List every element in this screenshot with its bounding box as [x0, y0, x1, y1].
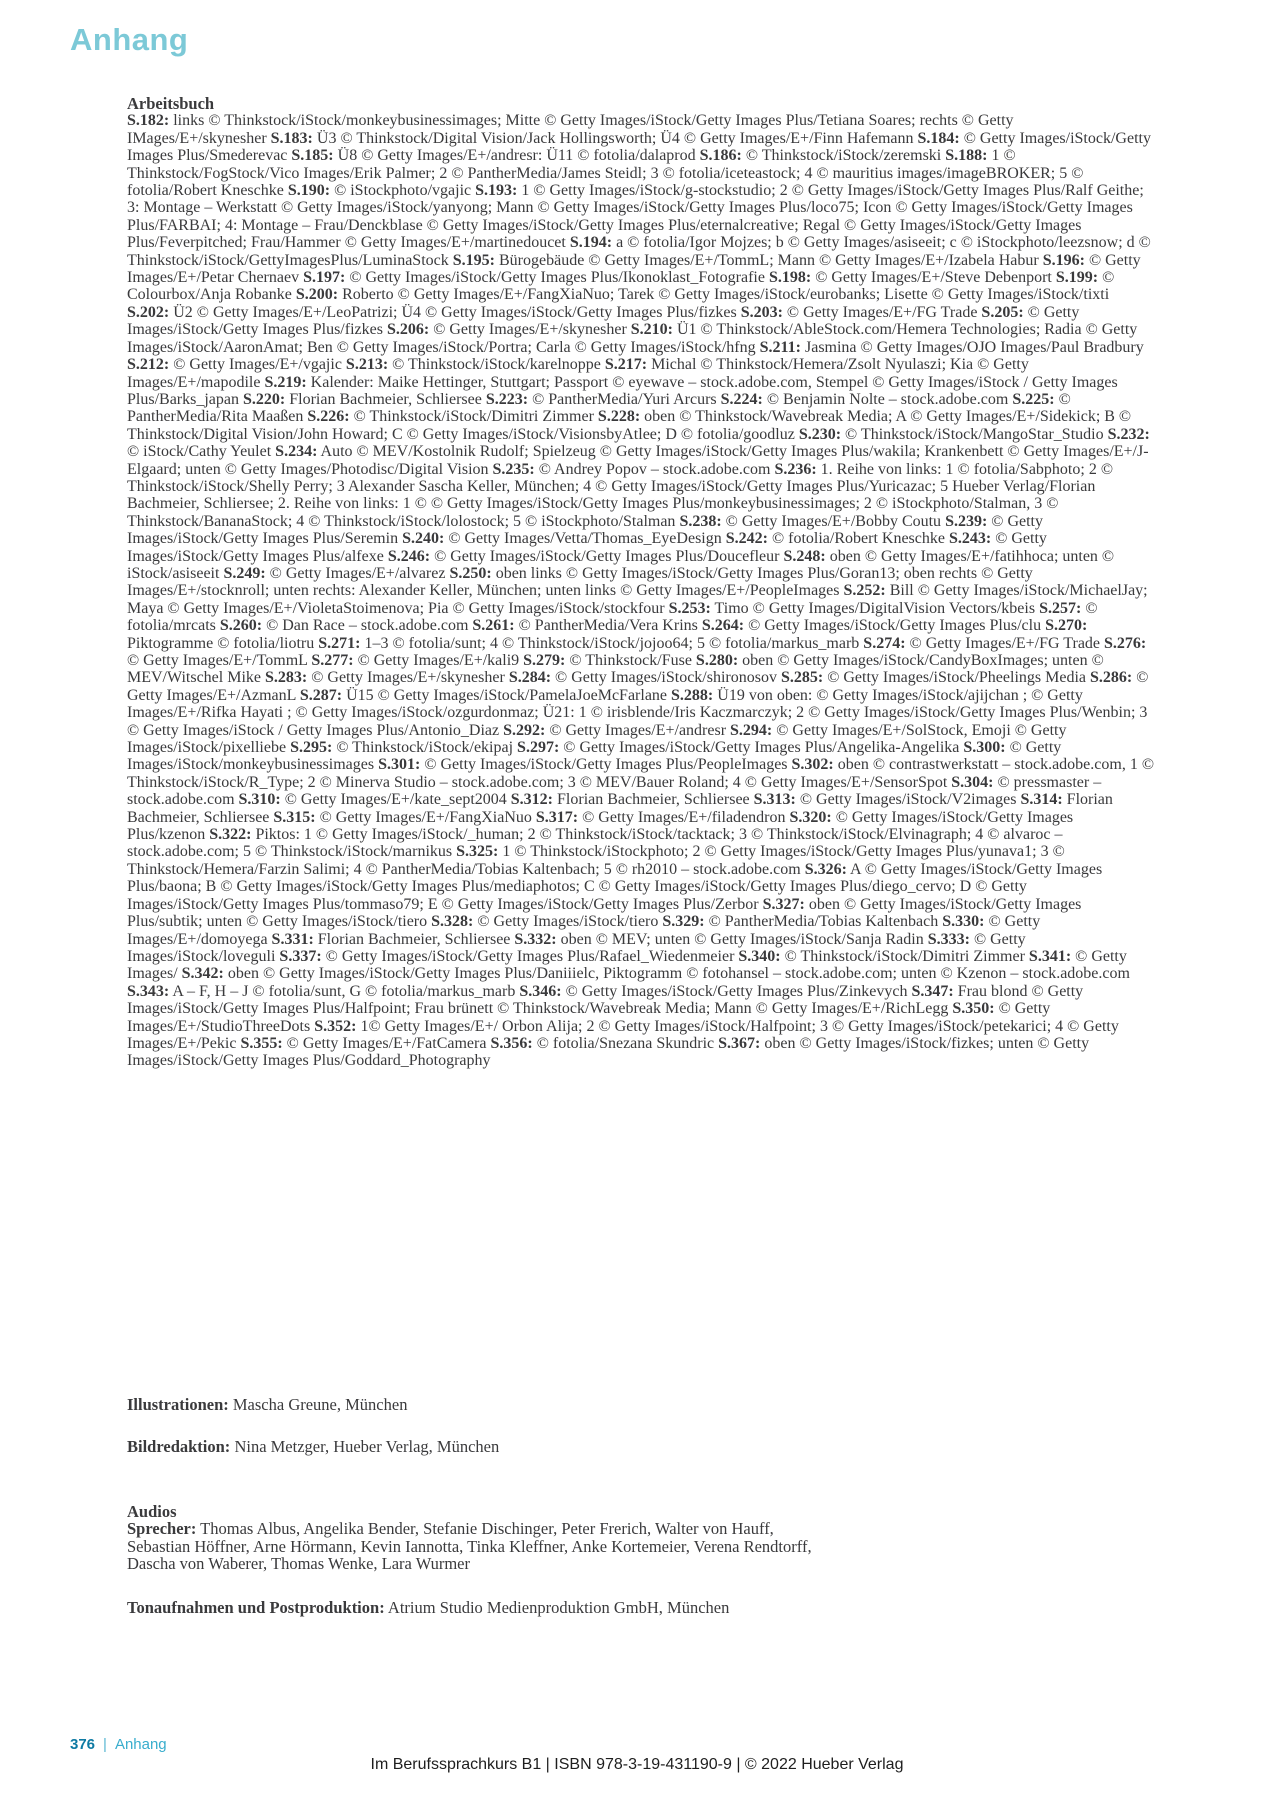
- arbeitsbuch-heading: Arbeitsbuch: [127, 94, 215, 113]
- footer-page-number: 376: [70, 1736, 96, 1753]
- bildredaktion-text: Nina Metzger, Hueber Verlag, München: [230, 1437, 500, 1457]
- tonaufnahmen-label: Tonaufnahmen und Postproduktion:: [127, 1598, 385, 1618]
- credits-section: [127, 95, 1155, 1070]
- bildredaktion-label: Bildredaktion:: [127, 1437, 231, 1457]
- sprecher-label: Sprecher:: [127, 1519, 197, 1539]
- bildredaktion-line: [127, 1438, 1155, 1455]
- audios-heading: Audios: [127, 1501, 177, 1521]
- page-title: Anhang: [70, 22, 189, 57]
- photo-credits-paragraph: S.182: links © Thinkstock/iStock/monkeybusinessimages; Mitte © Getty Images/iStock/Getty Images Plus/Tetiana Soares; rechts © Getty IMages/E+/skynesher S.183: Ü3 © Thinkstock/Digital Vision/Jack Hollingsworth; Ü4 © Getty Images/E+/Finn Hafemann S.184: © Getty Images/iStock/Getty Images Plus/Smederevac S.185: Ü8 © Getty Images/E+/andresr: Ü11 © fotolia/dalaprod S.186: © Thinkstock/iStock/zeremski S.188: 1 © Thinkstock/FogStock/Vico Images/Erik Palmer; 2 © PantherMedia/James Steidl; 3 © fotolia/iceteastock; 4 © mauritius images/imageBROKER; 5 © fotolia/Robert Kneschke S.190: © iStockphoto/vgajic S.193: 1 © Getty Images/iStock/g-stockstudio; 2 © Getty Images/iStock/Getty Images Plus/Ralf Geithe; 3: Montage – Werkstatt © Getty Images/iStock/yanyong; Mann © Getty Images/iStock/Getty Images Plus/loco75; Icon © Getty Images/iStock/Getty Images Plus/FARBAI; 4: Montage – Frau/Denckblase © Getty Images/iStock/Getty Images Plus/eternalcreative; Regal © Getty Images/iStock/Getty Images Plus/Feverpitched; Frau/Hammer © Getty Images/E+/martinedoucet S.194: a © fotolia/Igor Mojzes; b © Getty Images/asiseeit; c © iStockphoto/leezsnow; d © Thinkstock/iStock/GettyImagesPlus/LuminaStock S.195: Bürogebäude © Getty Images/E+/TommL; Mann © Getty Images/E+/Izabela Habur S.196: © Getty Images/E+/Petar Chernaev S.197: © Getty Images/iStock/Getty Images Plus/Ikonoklast_Fotografie S.198: © Getty Images/E+/Steve Debenport S.199: © Colourbox/Anja Robanke S.200: Roberto © Getty Images/E+/FangXiaNuo; Tarek © Getty Images/iStock/eurobanks; Lisette © Getty Images/iStock/tixti S.202: Ü2 © Getty Images/E+/LeoPatrizi; Ü4 © Getty Images/iStock/Getty Images Plus/fizkes S.203: © Getty Images/E+/FG Trade S.205: © Getty Images/iStock/Getty Images Plus/fizkes S.206: © Getty Images/E+/skynesher S.210: Ü1 © Thinkstock/AbleStock.com/Hemera Technologies; Radia © Getty Images/iStock/AaronAmat; Ben © Getty Images/iStock/Portra; Carla © Getty Images/iStock/hfng S.211: Jasmina © Getty Images/OJO Images/Paul Bradbury S.212: © Getty Images/E+/vgajic S.213: © Thinkstock/iStock/karelnoppe S.217: Michal © Thinkstock/Hemera/Zsolt Nyulaszi; Kia © Getty Images/E+/mapodile S.219: Kalender: Maike Hettinger, Stuttgart; Passport © eyewave – stock.adobe.com, Stempel © Getty Images/iStock / Getty Images Plus/Barks_japan S.220: Florian Bachmeier, Schliersee S.223: © PantherMedia/Yuri Arcurs S.224: © Benjamin Nolte – stock.adobe.com S.225: © PantherMedia/Rita Maaßen S.226: © Thinkstock/iStock/Dimitri Zimmer S.228: oben © Thinkstock/Wavebreak Media; A © Getty Images/E+/Sidekick; B © Thinkstock/Digital Vision/John Howard; C © Getty Images/iStock/VisionsbyAtlee; D © fotolia/goodluz S.230: © Thinkstock/iStock/MangoStar_Studio S.232: © iStock/Cathy Yeulet S.234: Auto © MEV/Kostolnik Rudolf; Spielzeug © Getty Images/iStock/Getty Images Plus/wakila; Krankenbett © Getty Images/E+/J-Elgaard; unten © Getty Images/Photodisc/Digital Vision S.235: © Andrey Popov – stock.adobe.com S.236: 1. Reihe von links: 1 © fotolia/Sabphoto; 2 © Thinkstock/iStock/Shelly Perry; 3 Alexander Sascha Keller, München; 4 © Getty Images/iStock/Getty Images Plus/Yuricazac; 5 Hueber Verlag/Florian Bachmeier, Schliersee; 2. Reihe von links: 1 © © Getty Images/iStock/Getty Images Plus/monkeybusinessimages; 2 © iStockphoto/Stalman, 3 © Thinkstock/BananaStock; 4 © Thinkstock/iStock/lolostock; 5 © iStockphoto/Stalman S.238: © Getty Images/E+/Bobby Coutu S.239: © Getty Images/iStock/Getty Images Plus/Seremin S.240: © Getty Images/Vetta/Thomas_EyeDesign S.242: © fotolia/Robert Kneschke S.243: © Getty Images/iStock/Getty Images Plus/alfexe S.246: © Getty Images/iStock/Getty Images Plus/Doucefleur S.248: oben © Getty Images/E+/fatihhoca; unten © iStock/asiseeit S.249: © Getty Images/E+/alvarez S.250: oben links © Getty Images/iStock/Getty Images Plus/Goran13; oben rechts © Getty Images/E+/stocknroll; unten rechts: Alexander Keller, München; unten links © Getty Images/E+/PeopleImages S.252: Bill © Getty Images/iStock/MichaelJay; Maya © Getty Images/E+/VioletaStoimenova; Pia © Getty Images/iStock/stockfour S.253: Timo © Getty Images/DigitalVision Vectors/kbeis S.257: © fotolia/mrcats S.260: © Dan Race – stock.adobe.com S.261: © PantherMedia/Vera Krins S.264: © Getty Images/iStock/Getty Images Plus/clu S.270: Piktogramme © fotolia/liotru S.271: 1–3 © fotolia/sunt; 4 © Thinkstock/iStock/jojoo64; 5 © fotolia/markus_marb S.274: © Getty Images/E+/FG Trade S.276: © Getty Images/E+/TommL S.277: © Getty Images/E+/kali9 S.279: © Thinkstock/Fuse S.280: oben © Getty Images/iStock/CandyBoxImages; unten © MEV/Witschel Mike S.283: © Getty Images/E+/skynesher S.284: © Getty Images/iStock/shironosov S.285: © Getty Images/iStock/Pheelings Media S.286: © Getty Images/E+/AzmanL S.287: Ü15 © Getty Images/iStock/PamelaJoeMcFarlane S.288: Ü19 von oben: © Getty Images/iStock/ajijchan ; © Getty Images/E+/Rifka Hayati ; © Getty Images/iStock/ozgurdonmaz; Ü21: 1 © irisblende/Iris Kaczmarczyk; 2 © Getty Images/iStock/Getty Images Plus/Wenbin; 3 © Getty Images/iStock / Getty Images Plus/Antonio_Diaz S.292: © Getty Images/E+/andresr S.294: © Getty Images/E+/SolStock, Emoji © Getty Images/iStock/pixelliebe S.295: © Thinkstock/iStock/ekipaj S.297: © Getty Images/iStock/Getty Images Plus/Angelika-Angelika S.300: © Getty Images/iStock/monkeybusinessimages S.301: © Getty Images/iStock/Getty Images Plus/PeopleImages S.302: oben © contrastwerkstatt – stock.adobe.com, 1 © Thinkstock/iStock/R_Type; 2 © Minerva Studio – stock.adobe.com; 3 © MEV/Bauer Roland; 4 © Getty Images/E+/SensorSpot S.304: © pressmaster – stock.adobe.com S.310: © Getty Images/E+/kate_sept2004 S.312: Florian Bachmeier, Schliersee S.313: © Getty Images/iStock/V2images S.314: Florian Bachmeier, Schliersee S.315: © Getty Images/E+/FangXiaNuo S.317: © Getty Images/E+/filadendron S.320: © Getty Images/iStock/Getty Images Plus/kzenon S.322: Piktos: 1 © Getty Images/iStock/_human; 2 © Thinkstock/iStock/tacktack; 3 © Thinkstock/iStock/Elvinagraph; 4 © alvaroc – stock.adobe.com; 5 © Thinkstock/iStock/marnikus S.325: 1 © Thinkstock/iStockphoto; 2 © Getty Images/iStock/Getty Images Plus/yunava1; 3 © Thinkstock/Hemera/Farzin Salimi; 4 © PantherMedia/Tobias Kaltenbach; 5 © rh2010 – stock.adobe.com S.326: A © Getty Images/iStock/Getty Images Plus/baona; B © Getty Images/iStock/Getty Images Plus/mediaphotos; C © Getty Images/iStock/Getty Images Plus/diego_cervo; D © Getty Images/iStock/Getty Images Plus/tommaso79; E © Getty Images/iStock/Getty Images Plus/Zerbor S.327: oben © Getty Images/iStock/Getty Images Plus/subtik; unten © Getty Images/iStock/tiero S.328: © Getty Images/iStock/tiero S.329: © PantherMedia/Tobias Kaltenbach S.330: © Getty Images/E+/domoyega S.331: Florian Bachmeier, Schliersee S.332: oben © MEV; unten © Getty Images/iStock/Sanja Radin S.333: © Getty Images/iStock/loveguli S.337: © Getty Images/iStock/Getty Images Plus/Rafael_Wiedenmeier S.340: © Thinkstock/iStock/Dimitri Zimmer S.341: © Getty Images/ S.342: oben © Getty Images/iStock/Getty Images Plus/Daniiielc, Piktogramm © fotohansel – stock.adobe.com; unten © Kzenon – stock.adobe.com S.343: A – F, H – J © fotolia/sunt, G © fotolia/markus_marb S.346: © Getty Images/iStock/Getty Images Plus/Zinkevych S.347: Frau blond © Getty Images/iStock/Getty Images Plus/Halfpoint; Frau brünett © Thinkstock/Wavebreak Media; Mann © Getty Images/E+/RichLegg S.350: © Getty Images/E+/StudioThreeDots S.352: 1© Getty Images/E+/ Orbon Alija; 2 © Getty Images/iStock/Halfpoint; 3 © Getty Images/iStock/petekarici; 4 © Getty Images/E+/Pekic S.355: © Getty Images/E+/FatCamera S.356: © fotolia/Snezana Skundric S.367: oben © Getty Images/iStock/fizkes; unten © Getty Images/iStock/Getty Images Plus/Goddard_Photography: [127, 112, 1154, 1070]
- tonaufnahmen-line: [127, 1599, 1155, 1616]
- sprecher-line: [127, 1520, 1155, 1537]
- footer-imprint: Im Berufssprachkurs B1 | ISBN 978-3-19-431190-9 | © 2022 Hueber Verlag: [370, 1756, 904, 1773]
- illustrationen-line: [127, 1396, 1155, 1413]
- colophon-section: [127, 1396, 1155, 1617]
- illustrationen-text: Mascha Greune, München: [228, 1395, 408, 1414]
- sprecher-text-line-3: Dascha von Waberer, Thomas Wenke, Lara Wurmer: [127, 1554, 471, 1574]
- footer-page-indicator: [70, 1736, 167, 1753]
- illustrationen-label: Illustrationen:: [127, 1395, 229, 1414]
- footer-section-name: Anhang: [114, 1736, 167, 1753]
- tonaufnahmen-text: Atrium Studio Medienproduktion GmbH, München: [384, 1598, 730, 1618]
- sprecher-text-line-1: Thomas Albus, Angelika Bender, Stefanie Dischinger, Peter Frerich, Walter von Hauff,: [196, 1519, 774, 1539]
- footer-separator: |: [103, 1736, 107, 1753]
- sprecher-text-line-2: Sebastian Höffner, Arne Hörmann, Kevin Iannotta, Tinka Kleffner, Anke Kortemeier, Verena Rendtorff,: [127, 1536, 812, 1556]
